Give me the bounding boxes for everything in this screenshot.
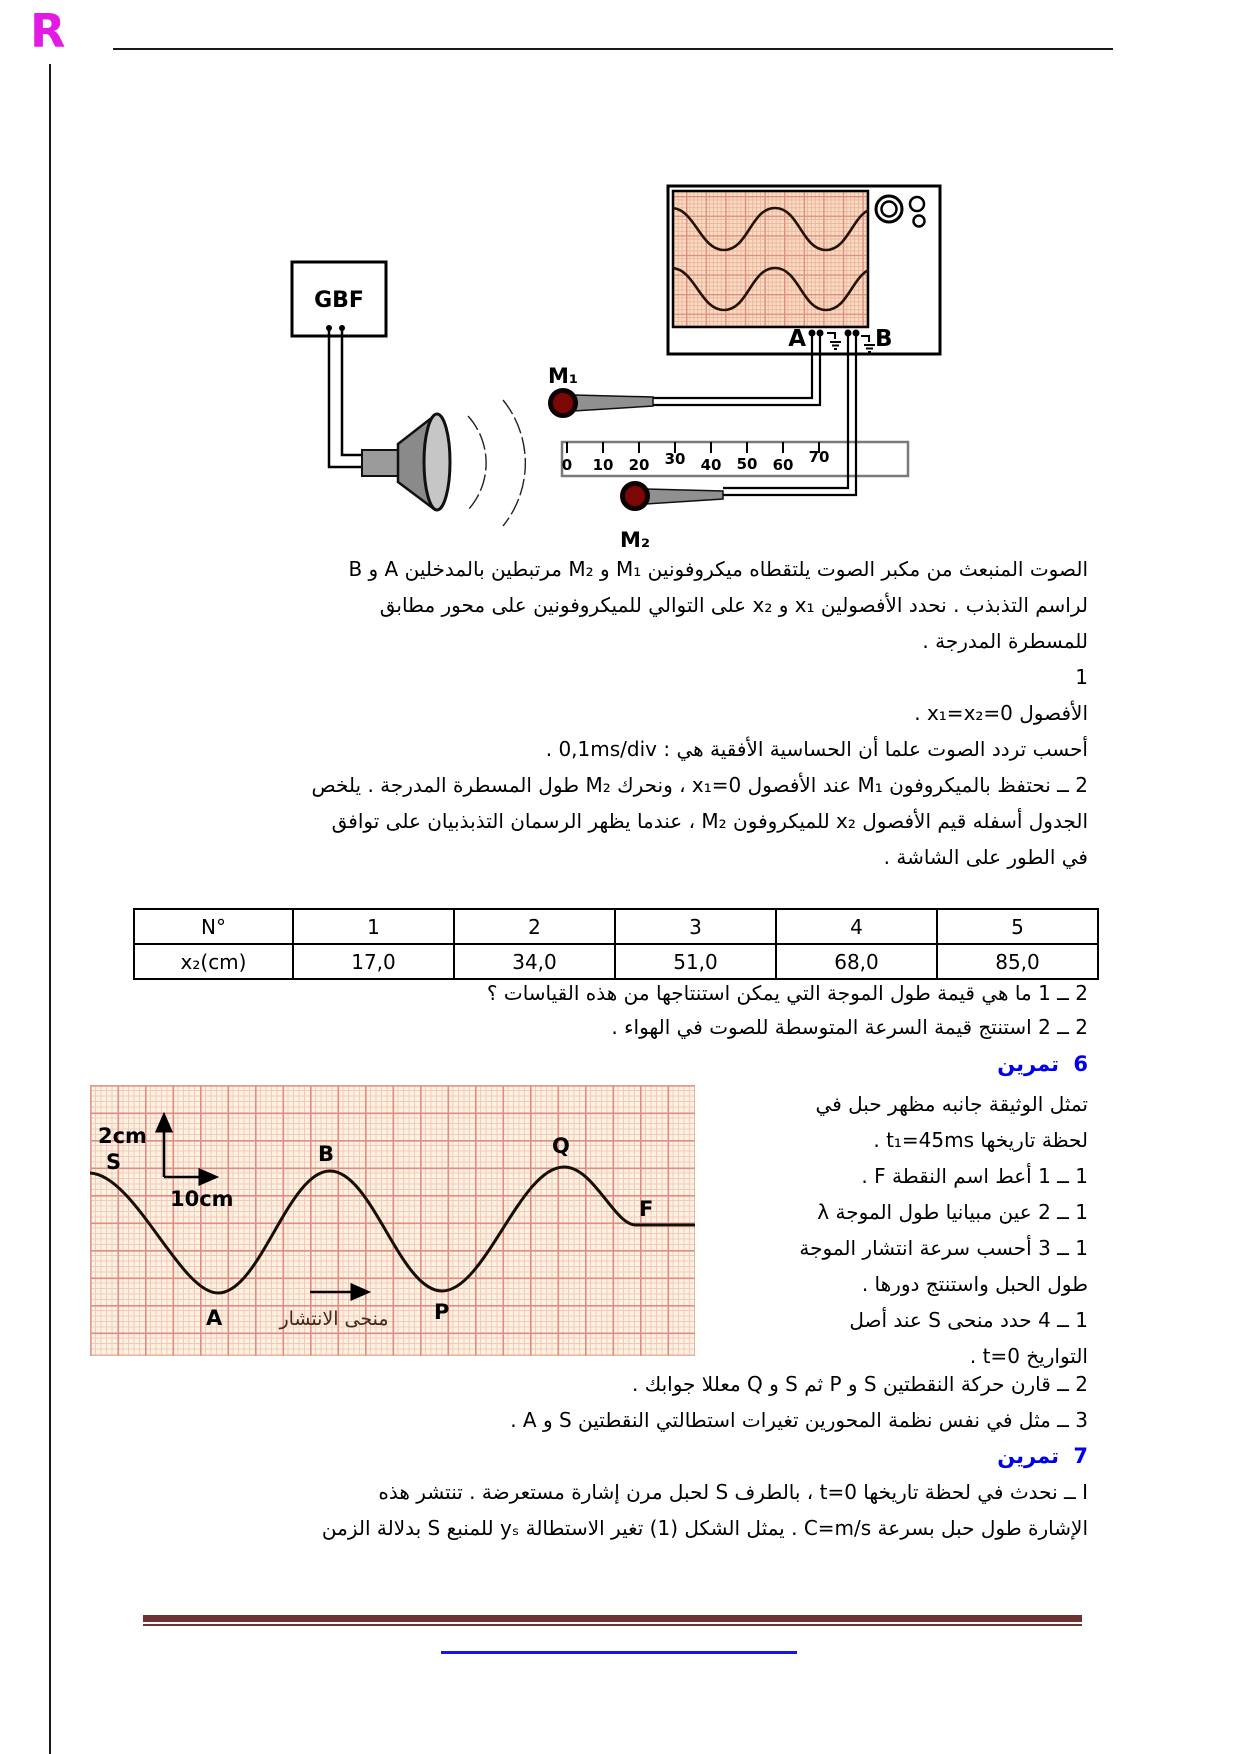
text-line: 2 ــ قارن حركة النقطتين S و P ثم S و Q معللا جوابك . xyxy=(632,1372,1088,1396)
svg-text:20: 20 xyxy=(628,456,650,474)
sound-experiment-figure xyxy=(0,0,1240,570)
table-cell: 68,0 xyxy=(776,944,937,979)
text-line: 1 xyxy=(1075,665,1088,689)
text-line: 2 ــ 1 ما هي قيمة طول الموجة التي يمكن استنتاجها من هذه القياسات ؟ xyxy=(486,981,1088,1005)
footer-bar-thin xyxy=(143,1624,1082,1626)
text-line: الأفصول x₁=x₂=0 . xyxy=(914,701,1088,725)
text-line: I ــ نحدث في لحظة تاريخها t=0 ، بالطرف S لحبل مرن إشارة مستعرضة . تنتشر هذه xyxy=(378,1480,1088,1504)
text-line: أحسب تردد الصوت علما أن الحساسية الأفقية هي : 0,1ms/div . xyxy=(545,737,1088,761)
exercise6-number: 6 xyxy=(1073,1052,1088,1076)
text-line: لحظة تاريخها t₁=45ms . xyxy=(873,1128,1088,1152)
input-a-terminal xyxy=(817,330,824,337)
svg-text:40: 40 xyxy=(700,456,722,474)
table-cell: N° xyxy=(134,909,293,944)
input-b-label: B xyxy=(875,326,893,352)
horizontal-scale-label: 10cm xyxy=(170,1187,234,1211)
table-cell: 51,0 xyxy=(615,944,776,979)
point-f-label: F xyxy=(639,1197,654,1221)
svg-text:0: 0 xyxy=(561,456,573,474)
table-cell: 3 xyxy=(615,909,776,944)
exercise7-word: تمرين xyxy=(997,1444,1060,1468)
text-line: التواريخ t=0 . xyxy=(969,1344,1088,1368)
microphone-m2 xyxy=(620,484,723,553)
point-q-label: Q xyxy=(552,1134,570,1158)
text-line: في الطور على الشاشة . xyxy=(883,845,1088,869)
table-cell: 17,0 xyxy=(293,944,454,979)
loudspeaker xyxy=(362,414,450,510)
text-line: طول الحبل واستنتج دورها . xyxy=(861,1272,1088,1296)
footer-bar xyxy=(143,1615,1082,1622)
oscilloscope xyxy=(668,186,940,354)
input-b-terminal xyxy=(845,330,852,337)
table-row xyxy=(134,909,1098,944)
sound-wave-arcs xyxy=(468,400,525,526)
table-cell: 1 xyxy=(293,909,454,944)
logo-r: R xyxy=(30,4,66,58)
gbf-label: GBF xyxy=(314,288,364,313)
text-line: 1 ــ 2 عين مبيانيا طول الموجة λ xyxy=(817,1200,1088,1224)
svg-text:60: 60 xyxy=(772,456,794,474)
mic2-label: M₂ xyxy=(620,528,651,552)
intro-paragraph xyxy=(133,551,1088,875)
text-line: الجدول أسفله قيم الأفصول x₂ للميكروفون M₂ ، عندما يظهر الرسمان التذبذبيان على توافق xyxy=(331,809,1088,833)
text-line: 1 ــ 3 أحسب سرعة انتشار الموجة xyxy=(799,1236,1088,1260)
table-cell: 34,0 xyxy=(454,944,615,979)
text-line: لراسم التذبذب . نحدد الأفصولين x₁ و x₂ على التوالي للميكروفونين على محور مطابق xyxy=(379,593,1088,617)
exercise7-text xyxy=(133,1474,1088,1546)
gbf-speaker-wires xyxy=(329,328,362,467)
point-b-label: B xyxy=(318,1142,335,1166)
text-line: 2 ــ 2 استنتج قيمة السرعة المتوسطة للصوت في الهواء . xyxy=(611,1015,1088,1039)
text-line: تمثل الوثيقة جانبه مظهر حبل في xyxy=(815,1092,1088,1116)
link-underline[interactable] xyxy=(441,1651,797,1654)
text-line: 3 ــ مثل في نفس نظمة المحورين تغيرات استطالتي النقطتين S و A . xyxy=(510,1408,1088,1432)
mic1-label: M₁ xyxy=(548,364,579,388)
svg-text:30: 30 xyxy=(664,450,686,468)
svg-text:50: 50 xyxy=(736,455,758,473)
microphone-m1 xyxy=(548,364,653,416)
measurements-table xyxy=(133,908,1099,980)
exercise6-title xyxy=(133,1046,1088,1082)
exercise6-side-text xyxy=(698,1086,1088,1374)
input-a-terminal xyxy=(809,330,816,337)
point-p-label: P xyxy=(434,1300,450,1324)
text-line: الإشارة طول حبل بسرعة C=m/s . يمثل الشكل (1) تغير الاستطالة yₛ للمنبع S بدلالة الزمن xyxy=(321,1516,1088,1540)
table-questions xyxy=(133,976,1088,1044)
table-cell: 5 xyxy=(937,909,1098,944)
svg-text:70: 70 xyxy=(808,448,830,466)
table-row xyxy=(134,944,1098,979)
exercise6-word: تمرين xyxy=(997,1052,1060,1076)
exercise6-bottom-questions xyxy=(133,1366,1088,1438)
text-line: للمسطرة المدرجة . xyxy=(922,629,1088,653)
exercise7-title xyxy=(133,1438,1088,1474)
table-cell: 2 xyxy=(454,909,615,944)
text-line: 1 ــ 1 أعط اسم النقطة F . xyxy=(861,1164,1088,1188)
text-line: الصوت المنبعث من مكبر الصوت يلتقطاه ميكروفونين M₁ و M₂ مرتبطين بالمدخلين A و B xyxy=(348,557,1088,581)
rope-wave-figure xyxy=(90,1085,695,1356)
vertical-scale-label: 2cm xyxy=(98,1124,147,1148)
input-b-terminal xyxy=(853,330,860,337)
svg-text:10: 10 xyxy=(592,456,614,474)
table-cell: x₂(cm) xyxy=(134,944,293,979)
exercise7-number: 7 xyxy=(1073,1444,1088,1468)
propagation-label: منحى الانتشار xyxy=(279,1308,389,1330)
text-line: 1 ــ 4 حدد منحى S عند أصل xyxy=(849,1308,1088,1332)
table-cell: 85,0 xyxy=(937,944,1098,979)
point-s-label: S xyxy=(106,1150,122,1174)
table-cell: 4 xyxy=(776,909,937,944)
point-a-label: A xyxy=(206,1306,223,1330)
gbf-generator xyxy=(292,262,386,336)
text-line: 2 ــ نحتفظ بالميكروفون M₁ عند الأفصول x₁=0 ، ونحرك M₂ طول المسطرة المدرجة . يلخص xyxy=(311,773,1088,797)
input-a-label: A xyxy=(788,326,806,352)
